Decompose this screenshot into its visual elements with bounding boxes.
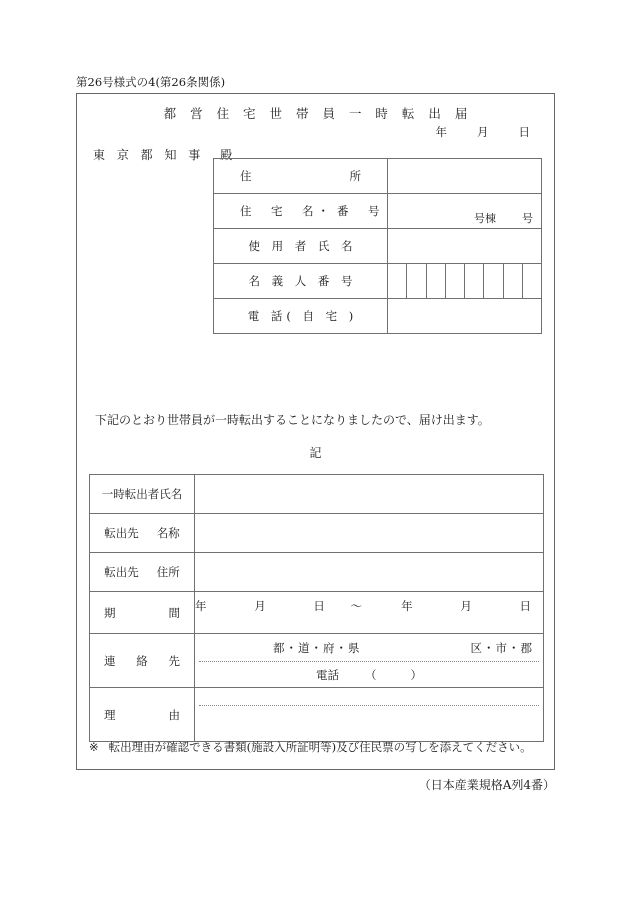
label-housing-right: 番 号 [337,204,384,218]
input-destination-name[interactable] [195,514,544,553]
holder-number-grid [388,264,541,298]
transfer-detail-table [89,474,544,742]
holder-number-cell[interactable] [406,264,425,298]
table-row-contact [90,634,544,688]
holder-number-cell[interactable] [426,264,445,298]
input-contact[interactable] [195,634,544,688]
housing-sub-labels [474,210,533,226]
period-month-start: 月 [254,599,266,613]
holder-number-cell[interactable] [445,264,464,298]
label-contact-right: 先 [168,653,180,668]
label-period [90,592,195,634]
label-destination-address-right: 住所 [156,565,180,579]
contact-dotted-divider [199,661,539,662]
label-period-left: 期 [104,605,116,620]
table-row-home-phone [214,299,542,334]
period-month-end: 月 [460,599,472,613]
label-address [214,159,388,194]
label-transferee-name [90,475,195,514]
label-transferee-name-text: 一時転出者氏名 [101,487,183,501]
label-destination-name [90,514,195,553]
label-contact [90,634,195,688]
label-period-right: 間 [168,605,180,620]
form-outer-frame [76,93,555,770]
input-user-name[interactable] [388,229,542,264]
form-number-label: 第26号様式の4(第26条関係) [76,75,226,89]
table-row-destination-name [90,514,544,553]
holder-number-cell[interactable] [464,264,483,298]
input-housing-name-number[interactable] [388,194,542,229]
date-line [436,124,531,140]
table-row-transferee-name [90,475,544,514]
input-period[interactable] [195,592,544,634]
document-title: 都 営 住 宅 世 帯 員 一 時 転 出 届 [163,106,473,121]
label-housing-name-number [214,194,388,229]
label-contact-left: 連 [104,653,116,668]
holder-number-cell[interactable] [503,264,522,298]
period-tilde: ～ [350,599,362,613]
date-year-label: 年 [435,125,447,139]
reason-dotted-divider [199,705,539,706]
ki-mark: 記 [309,446,322,460]
input-holder-number-boxes[interactable] [388,264,542,299]
contact-region-labels [195,636,543,660]
period-year-start: 年 [195,599,207,613]
addressee-label: 東 京 都 知 事 殿 [93,148,237,162]
applicant-info-table [213,158,542,334]
period-day-end: 日 [519,599,531,613]
table-row-user-name [214,229,542,264]
table-row-holder-number [214,264,542,299]
footnote [89,739,532,755]
label-paren-right: ） [410,668,422,682]
table-row-address [214,159,542,194]
input-home-phone[interactable] [388,299,542,334]
period-year-end: 年 [401,599,413,613]
label-user-name: 使 用 者 氏 名 [214,229,388,264]
input-address[interactable] [388,159,542,194]
label-destination-name-left: 転出先 [104,526,139,540]
date-day-label: 日 [518,125,530,139]
label-reason-right: 由 [168,707,180,722]
table-row-destination-address [90,553,544,592]
table-row-housing-name-number [214,194,542,229]
label-city-ward: 区・市・郡 [470,641,533,655]
input-transferee-name[interactable] [195,475,544,514]
period-labels [195,598,531,614]
input-destination-address[interactable] [195,553,544,592]
holder-number-cell[interactable] [388,264,406,298]
holder-number-cell[interactable] [522,264,541,298]
paper-size-note: （日本産業規格A列4番） [418,778,555,792]
label-address-left: 住 [240,169,256,183]
contact-phone-labels [195,664,543,686]
holder-number-cell[interactable] [483,264,502,298]
footnote-text: 転出理由が確認できる書類(施設入所証明等)及び住民票の写しを添えてください。 [108,740,532,754]
label-contact-mid: 絡 [136,653,148,668]
label-destination-address-left: 転出先 [104,565,139,579]
footnote-mark-icon: ※ [89,740,99,754]
label-contact-tel: 電話 [316,668,339,682]
label-housing-left: 住 宅 名・ [240,204,333,218]
period-day-start: 日 [313,599,325,613]
label-prefecture: 都・道・府・県 [273,641,361,655]
date-month-label: 月 [477,125,489,139]
label-address-right: 所 [349,169,365,183]
label-destination-address [90,553,195,592]
statement-text: 下記のとおり世帯員が一時転出することになりましたので、届け出ます。 [95,413,490,427]
table-row-reason [90,688,544,742]
label-room-no: 号 [522,212,533,225]
table-row-period [90,592,544,634]
label-paren-left: （ [365,668,377,682]
label-building-no: 号棟 [474,212,496,225]
label-home-phone: 電 話( 自 宅 ) [214,299,388,334]
input-reason[interactable] [195,688,544,742]
label-reason [90,688,195,742]
label-holder-number: 名 義 人 番 号 [214,264,388,299]
label-destination-name-right: 名称 [156,526,180,540]
label-reason-left: 理 [104,707,116,722]
